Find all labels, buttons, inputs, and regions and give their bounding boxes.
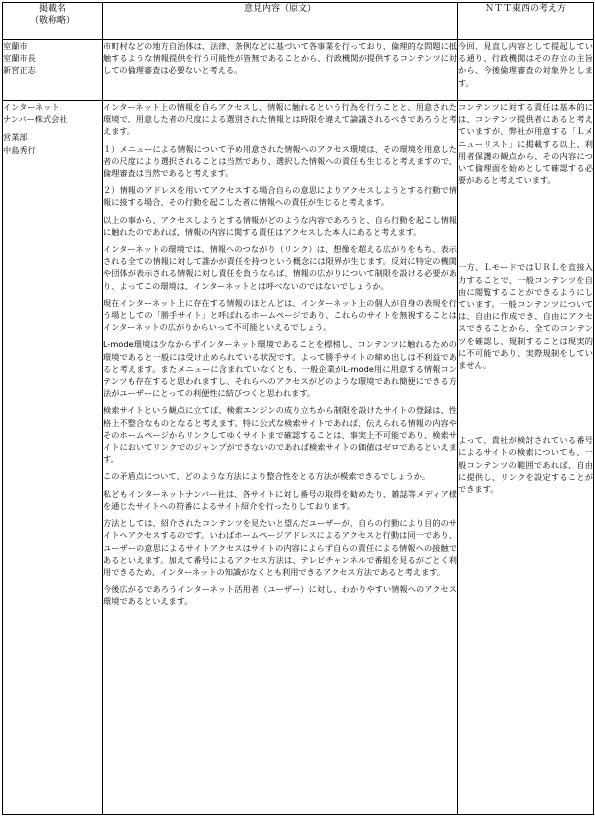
submitter-person: 新宮正志 [3, 65, 36, 76]
opinion-paragraph: 今後広がるであろうインターネット活用者（ユーザー）に対し、わかりやすい情報へのアクセス環境であるといえます。 [103, 584, 457, 607]
header-opinion-column [103, 3, 458, 40]
response-cell [458, 40, 594, 101]
submitter-title: 室蘭市長 [3, 53, 36, 64]
opinion-table [2, 2, 594, 815]
table-row [3, 40, 594, 101]
header-name-label: 掲載名 [38, 4, 66, 14]
response-paragraph: 今回、見直し内容として提起している通り、行政機関はその存立の主旨から、今後倫理審査の対象外とします。 [458, 41, 593, 88]
name-cell [3, 40, 103, 101]
response-cell [458, 101, 594, 815]
submitter-org: 室蘭市 [3, 41, 28, 51]
table-header-row [3, 3, 594, 40]
header-opinion-label: 意見内容（原文） [243, 4, 316, 14]
opinion-paragraph: インターネットの環境では、情報へのつながり（リンク）は、想像を超える広がりをもち、表示される全ての情報に対して誰かが責任を持つという概念には限界が生じます。反対に特定の機関や団体が表示される情報に対し責任を負うならば、情報の広がりについて制限を設ける必要があり、よってこの環境は、インターネットとは呼べないのではないでしょうか。 [103, 244, 457, 291]
opinion-cell [103, 101, 458, 815]
header-name-column [3, 3, 103, 40]
header-name-note: （敬称略） [29, 16, 75, 26]
submitter-org: インターネット [3, 102, 60, 112]
opinion-paragraph: この矛盾点について、どのような方法により整合性をとる方法が模索できるでしょうか。 [103, 471, 431, 482]
submitter-org-cont: ナンバー株式会社 [3, 114, 68, 125]
response-paragraph: よって、貴社が検討されている番号によるサイトの検索についても、一般コンテンツの範囲であれば、自由に提供し、リンクを設定することができます。 [458, 435, 593, 495]
opinion-paragraph: １）メニューによる情報について予め用意された情報へのアクセス環境は、その環境を用意した者の尺度により選択されることは当然であり、選択した情報への責任も生じると考えますので、倫理審査は当然であると考えます。 [103, 143, 457, 179]
opinion-paragraph: 検索サイトという観点に立てば、検索エンジンの成り立ちから制限を設けたサイトの登録は、性格上不整合なものとなると考えます。特に公式な検索サイトであれば、伝えられる情報の内容やそのホームページからリンクしてゆくサイトまで確認することは、事実上不可能であり、検索サイトにおいてリンクでのジャンプができないのであれば検索サイトの価値はゼロであるといえます。 [103, 405, 457, 465]
table-row [3, 101, 594, 815]
opinion-paragraph: インターネット上の情報を自らアクセスし、情報に触れるという行為を行うことと、用意された環境で、用意した者の尺度による選別された情報とは時限を違えて論議されるべきであろうと考えます。 [103, 102, 457, 137]
header-response-column [458, 3, 594, 40]
submitter-person: 中島秀行 [3, 144, 36, 155]
opinion-paragraph: 現在インターネット上に存在する情報のほとんどは、インターネット上の個人が自身の表現を行う場としての「勝手サイト」と呼ばれるホームページであり、これらのサイトを無視することはインターネットの広がりからいって不可能といえるでしょう。 [103, 297, 457, 333]
opinion-paragraph: L-mode環境は少なからずインターネット環境であることを標榜し、コンテンツに触れるための環境であると一般には受け止められている状況です。よって勝手サイトの締め出しは不利益であると考えます。またメニューに含まれていなくとも、一般企業がL-mode用に用意する情報コンテンツも存在すると思われますし、それらへのアクセスがどのような環境であれ簡便にできる方法がユーザーにとっての利便性に結びつくと思われます。 [103, 339, 457, 399]
opinion-paragraph: 市町村などの地方自治体は、法律、条例などに基づいて各事業を行っており、倫理的な問題に抵触するような情報提供を行う可能性が皆無であることから、行政機関が提供するコンテンツに対しての倫理審査は必要ないと考える。 [103, 41, 457, 76]
name-cell [3, 101, 103, 815]
header-response-label: ＮＴＴ東西の考え方 [484, 4, 566, 14]
response-paragraph: 一方、ＬモードではＵＲＬを直接入力することで、一般コンテンツを自由に閲覧することができるようにしています。一般コンテンツについては、自由に作成でき、自由にアクセスできることから、全てのコンテンツを確認し、規制することは現実的に不可能であり、実際規制をしていません。 [458, 262, 593, 371]
opinion-paragraph: 私どもインターネットナンバー社は、各サイトに対し番号の取得を勧めたり、雑誌等メディア様を通じたサイトへの符番によるサイト紹介を行ったりしております。 [103, 488, 457, 511]
opinion-paragraph: ２）情報のアドレスを用いてアクセスする場合自らの意思によりアクセスしようとする行動で情報に接する場合、その行動を起こした者に情報への責任が生じると考えます。 [103, 185, 457, 208]
opinion-cell [103, 40, 458, 101]
opinion-paragraph: 以上の事から、アクセスしようとする情報がどのような内容であろうと、自ら行動を起こし情報に触れたのであれば、情報の内容に関する責任はアクセスした本人にあると考えます。 [103, 214, 457, 237]
response-paragraph: コンテンツに対する責任は基本的には、コンテンツ提供者にあると考えていますが、弊社が用意する「Ｌメニューリスト」に掲載する以上、利用者保護の観点から、その内容について倫理面を始めとして確認する必要があると考えています。 [458, 102, 593, 186]
submitter-dept: 営業部 [3, 132, 28, 143]
opinion-paragraph: 方法としては、紹介されたコンテンツを見たいと望んだユーザーが、自らの行動により目的のサイトへアクセスするのです。いわばホームページアドレスによるアクセスと行動は同一であり、ユーザーの意思によるサイトアクセスはサイトの内容によらず自らの責任による情報への接触であるといえます。加えて番号によるアクセス方法は、テレビチャンネルで番組を見るがごとく利用できるため、インターネットの知識がなくとも利用できるアクセス方法であると考えます。 [103, 518, 457, 577]
